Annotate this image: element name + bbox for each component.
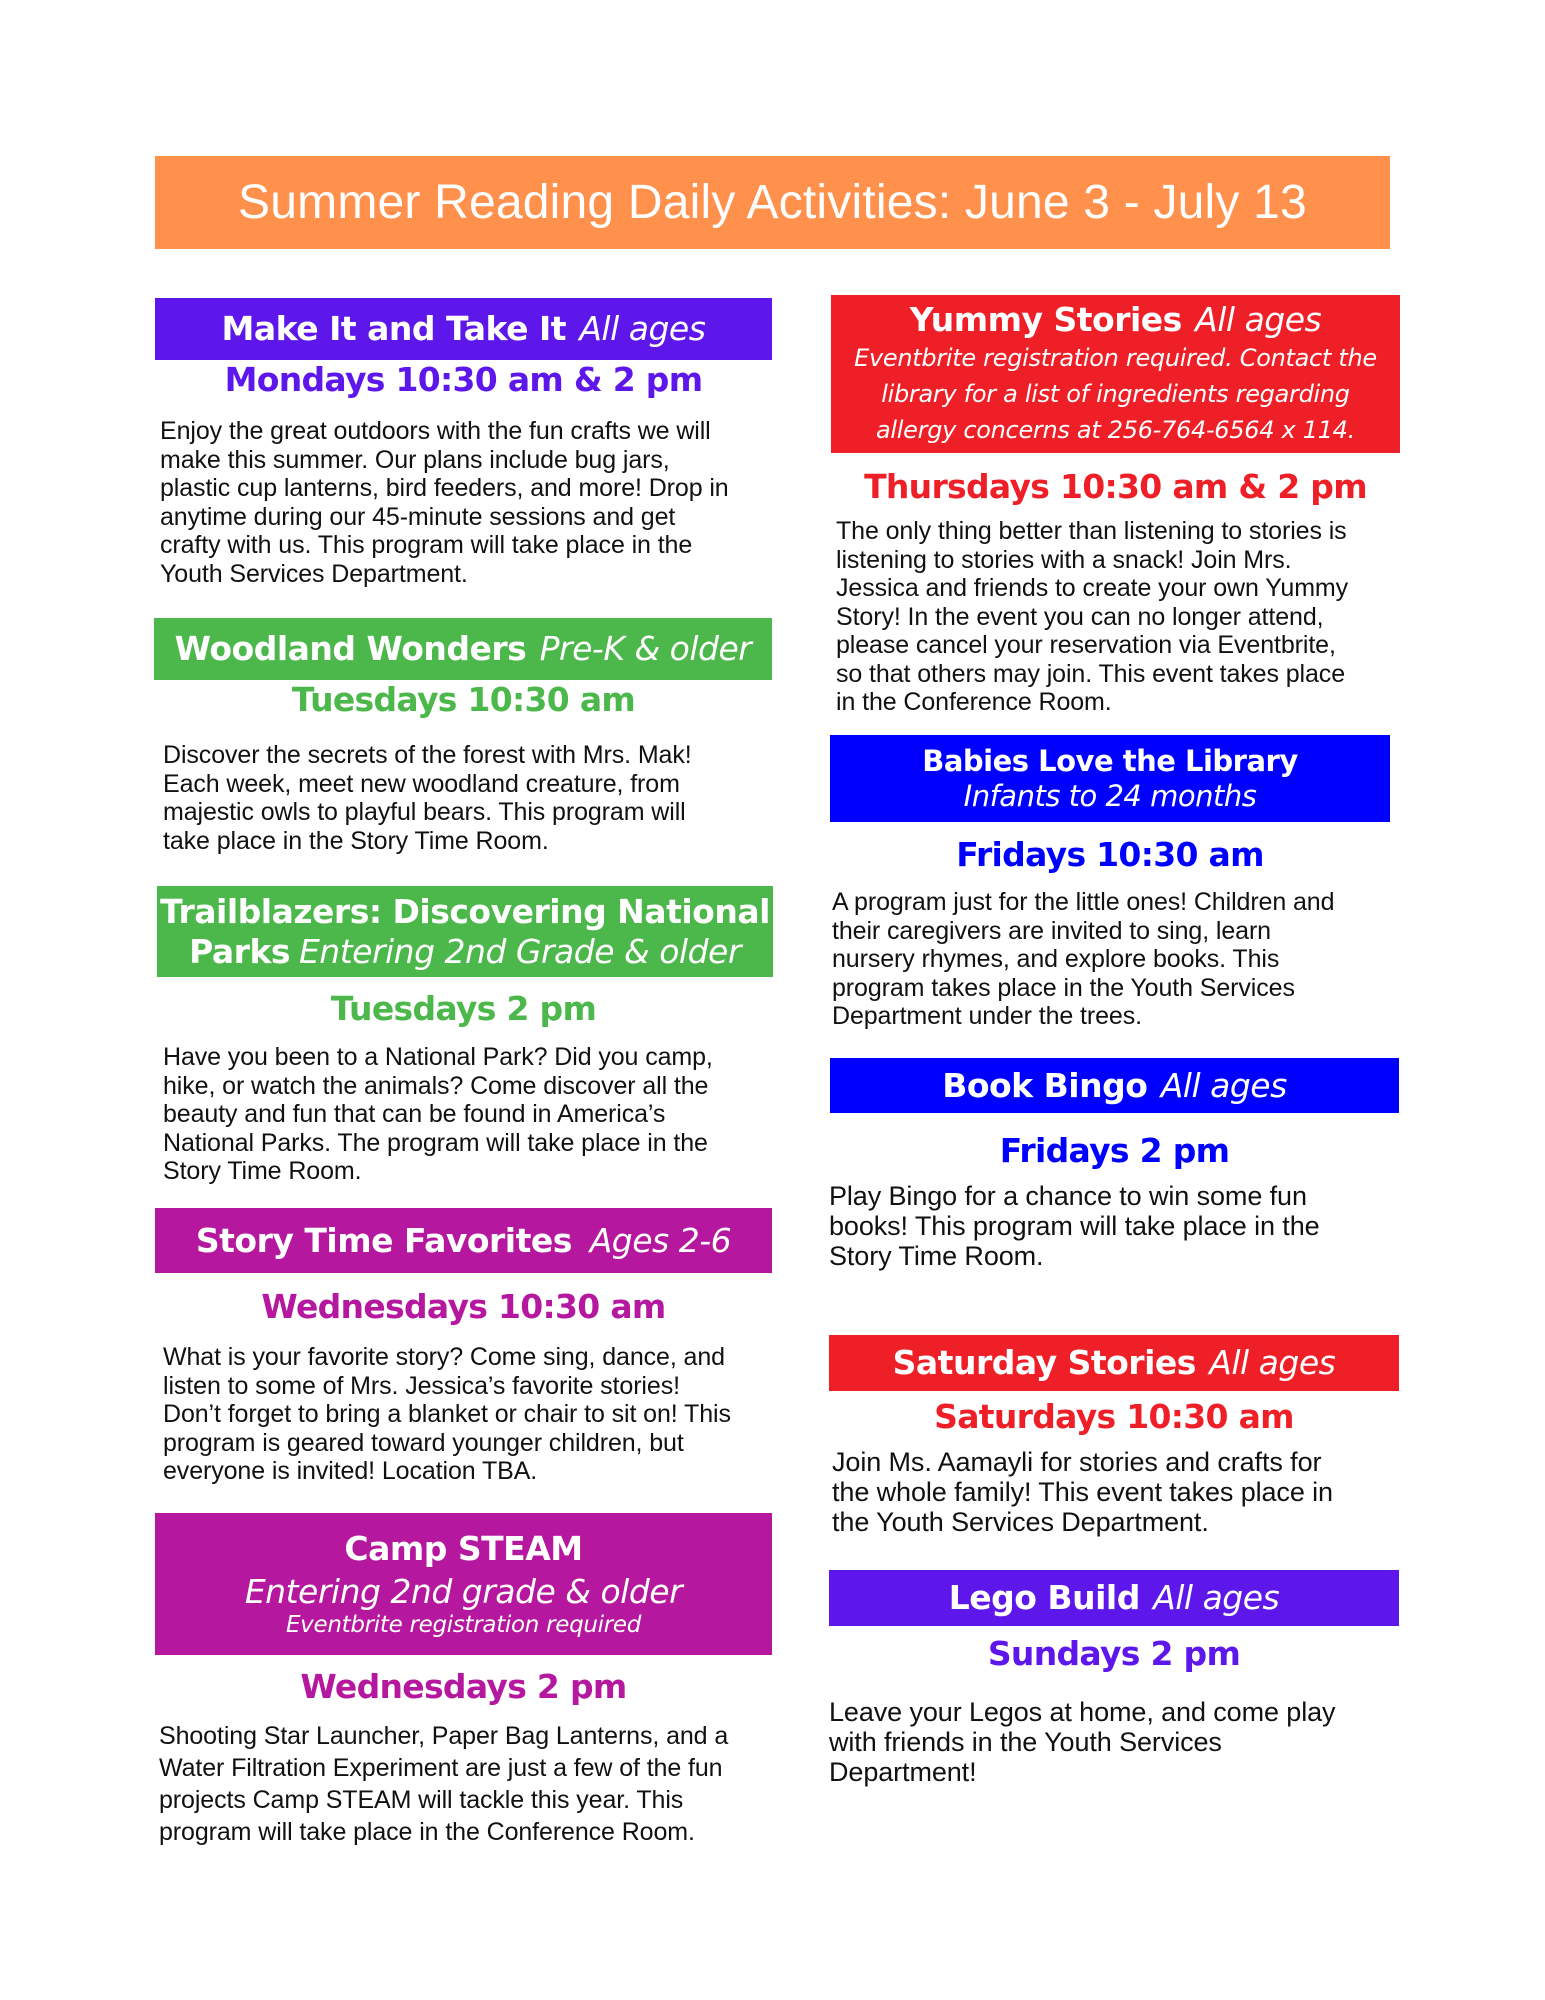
activity-header [829, 1570, 1399, 1626]
page-title: Summer Reading Daily Activities: June 3 - July 13 [238, 176, 1307, 229]
activity-ages: All ages [1209, 1343, 1336, 1383]
page-title-banner [155, 156, 1390, 249]
activity-ages: All ages [579, 309, 706, 349]
activity-schedule: Thursdays 10:30 am & 2 pm [864, 467, 1367, 506]
activity-description: Leave your Legos at home, and come play with friends in the Youth Services Department! [829, 1697, 1336, 1787]
activity-ages: Pre-K & older [539, 629, 752, 669]
activity-header [154, 618, 772, 680]
activity-header [155, 1208, 772, 1273]
activity-description: What is your favorite story? Come sing, dance, and listen to some of Mrs. Jessica’s favorite stories! Don’t forget to bring a blanket or chair to sit on! This program is geared toward younger children, but everyone is invited! Location TBA. [163, 1343, 731, 1485]
activity-title: Woodland Wonders [174, 629, 527, 669]
activity-title: Saturday Stories [892, 1343, 1196, 1383]
activity-title: Camp STEAM [344, 1528, 583, 1568]
activity-description: Have you been to a National Park? Did you camp, hike, or watch the animals? Come discover all the beauty and fun that can be found in America’s National Parks. The program will take place in the Story Time Room. [163, 1043, 713, 1185]
activity-schedule: Sundays 2 pm [987, 1634, 1241, 1673]
activity-header [831, 295, 1400, 453]
activity-title: Trailblazers: Discovering National [160, 891, 770, 931]
registration-note: Eventbrite registration required. Contact the library for a list of ingredients regarding allergy concerns at 256-764-6564 x 114. [854, 343, 1377, 444]
activity-schedule: Fridays 2 pm [999, 1131, 1230, 1170]
activity-header [829, 1335, 1399, 1391]
activity-ages: All ages [1160, 1065, 1287, 1105]
activity-ages: Infants to 24 months [963, 778, 1257, 813]
activity-schedule: Wednesdays 2 pm [300, 1667, 627, 1706]
activity-ages: All ages [1195, 300, 1322, 340]
registration-note: Eventbrite registration required [285, 1611, 642, 1638]
activity-title: Babies Love the Library [922, 743, 1298, 778]
activity-title-continued: Parks [189, 931, 291, 971]
activity-header [830, 735, 1390, 822]
activity-header [157, 886, 773, 977]
activity-schedule: Tuesdays 10:30 am [291, 680, 636, 719]
activity-description: Join Ms. Aamayli for stories and crafts for the whole family! This event takes place in the Youth Services Department. [832, 1447, 1333, 1537]
activity-schedule: Tuesdays 2 pm [330, 989, 597, 1028]
activity-title: Make It and Take It [221, 309, 567, 349]
activity-ages: Entering 2nd Grade & older [298, 931, 741, 971]
activity-schedule: Fridays 10:30 am [956, 835, 1264, 874]
activity-description: Discover the secrets of the forest with Mrs. Mak! Each week, meet new woodland creature, from majestic owls to playful bears. This program will take place in the Story Time Room. [163, 741, 692, 855]
activity-title: Story Time Favorites [195, 1220, 572, 1260]
activity-description: Shooting Star Launcher, Paper Bag Lanterns, and a Water Filtration Experiment are just a few of the fun projects Camp STEAM will tackle this year. This program will take place in the Conference Room. [159, 1722, 729, 1846]
activity-description: The only thing better than listening to stories is listening to stories with a snack! Join Mrs. Jessica and friends to create your own Yummy Story! In the event you can no longer attend, please cancel your reservation via Eventbrite, so that others may join. This event takes place in the Conference Room. [836, 517, 1349, 716]
activity-schedule: Wednesdays 10:30 am [261, 1287, 666, 1326]
activity-ages: Entering 2nd grade & older [244, 1572, 683, 1612]
activity-title: Yummy Stories [909, 300, 1182, 340]
activity-description: Enjoy the great outdoors with the fun crafts we will make this summer. Our plans include bug jars, plastic cup lanterns, bird feeders, and more! Drop in anytime during our 45-minute sessions and get crafty with us. This program will take place in the Youth Services Department. [160, 417, 729, 588]
activity-header [155, 1513, 772, 1655]
activity-title: Lego Build [948, 1578, 1140, 1618]
activity-header [155, 298, 772, 360]
activity-ages: Ages 2-6 [589, 1220, 732, 1260]
activity-header [830, 1058, 1399, 1113]
activity-schedule: Mondays 10:30 am & 2 pm [224, 360, 703, 399]
activity-description: Play Bingo for a chance to win some fun books! This program will take place in the Story Time Room. [829, 1181, 1320, 1271]
activity-ages: All ages [1153, 1578, 1280, 1618]
activity-title: Book Bingo [942, 1065, 1148, 1105]
activity-schedule: Saturdays 10:30 am [934, 1397, 1294, 1436]
activity-description: A program just for the little ones! Children and their caregivers are invited to sing, learn nursery rhymes, and explore books. This program takes place in the Youth Services Department under the trees. [832, 888, 1335, 1030]
